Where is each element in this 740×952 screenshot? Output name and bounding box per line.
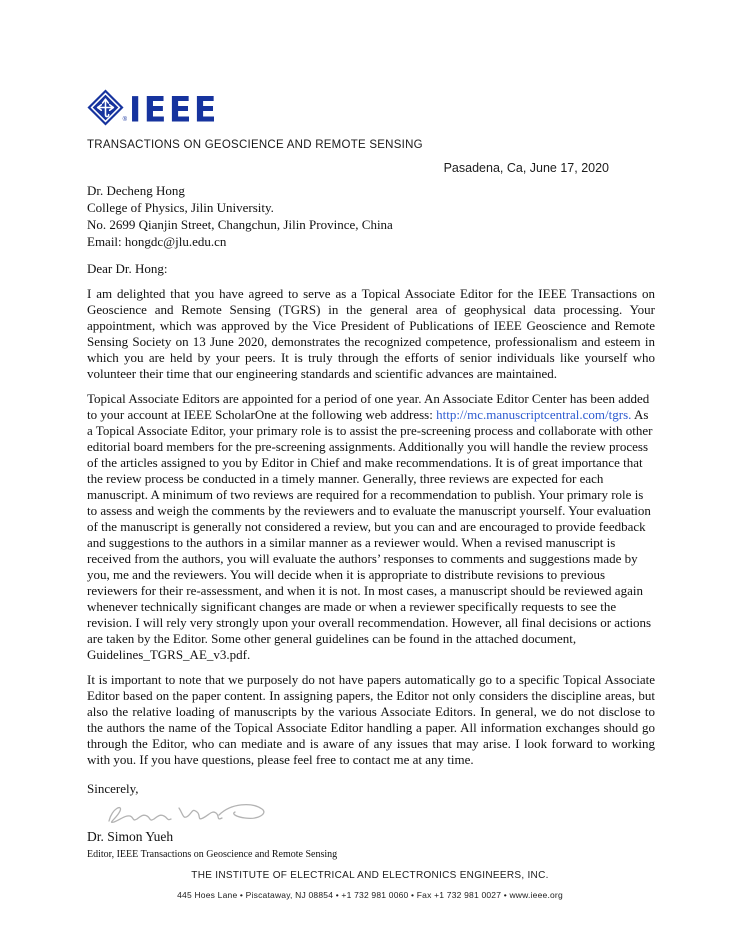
letterhead-footer (0, 868, 740, 903)
journal-title: TRANSACTIONS ON GEOSCIENCE AND REMOTE SENSING (87, 139, 423, 151)
closing: Sincerely, (87, 781, 139, 796)
recipient-name: Dr. Decheng Hong (87, 183, 185, 198)
paragraph-duties (87, 391, 655, 663)
paragraph-assignment-policy: It is important to note that we purposely do not have papers automatically go to a specific Topical Associate Editor based on the paper content. In assigning papers, the Editor not only considers the discipline areas, but also the relative loading of manuscripts by the various Associate Editors. In general, we do not disclose to the authors the name of the Topical Associate Editor handling a paper. All information exchanges should go through the Editor, who can mediate and is aware of any issues that may arise. I look forward to working with you. If you have questions, please feel free to contact me at any time. (87, 672, 655, 767)
handwritten-signature (99, 800, 274, 828)
registered-trademark-symbol: ® (122, 117, 127, 123)
recipient-email: Email: hongdc@jlu.edu.cn (87, 234, 227, 249)
paragraph-duties-after-link: As a Topical Associate Editor, your primary role is to assist the pre-screening process and collaborate with other editorial board members for the pre-screening assignments. Additionally you will handle the review process of the articles assigned to you by Editor in Chief and make recommendations. It is of great importance that the review process be conducted in a timely manner. Generally, three reviews are expected for each manuscript. A minimum of two reviews are required for a recommendation to publish. Your primary role is to assess and weigh the comments by the reviewers and to evaluate the manuscript yourself. Your evaluation of the manuscript is generally not considered a review, but you can and are encouraged to provide feedback and suggestions to the authors in a similar manner as a reviewer would. When a revised manuscript is received from the authors, you will evaluate the authors’ responses to comments and suggestions made by you, me and the reviewers. You will decide when it is appropriate to distribute revisions to previous reviewers for their re-assessment, and when it is not. In most cases, a manuscript should be reviewed again whenever technically significant changes are made or when a reviewer specifically requests to see the revision. I will rely very strongly upon your overall recommendation. However, all final decisions or actions are taken by the Editor. Some other general guidelines can be found in the attached document, Guidelines_TGRS_AE_v3.pdf. (87, 407, 653, 662)
footer-institute-name: THE INSTITUTE OF ELECTRICAL AND ELECTRONICS ENGINEERS, INC. (191, 870, 549, 881)
paragraph-duties-before-link: Topical Associate Editors are appointed for a period of one year. An Associate Editor Center has been added to your account at IEEE ScholarOne at the following web address: (87, 391, 650, 422)
signer-title: Editor, IEEE Transactions on Geoscience and Remote Sensing (87, 849, 338, 860)
recipient-department: College of Physics, Jilin University. (87, 200, 274, 215)
salutation: Dear Dr. Hong: (87, 261, 168, 276)
paragraph-appointment: I am delighted that you have agreed to serve as a Topical Associate Editor for the IEEE Transactions on Geoscience and Remote Sensing (TGRS) in the general area of geophysical data processing. Your appointment, which was approved by the Vice President of Publications of IEEE Geoscience and Remote Sensing Society on 13 June 2020, demonstrates the recognized competence, professionalism and esteem in which you are held by your peers. It is truly through the efforts of senior individuals like yourself who volunteer their time that our engineering standards and scientific advances are maintained. (87, 286, 655, 381)
ieee-wordmark: IEEE (129, 89, 219, 130)
dateline: Pasadena, Ca, June 17, 2020 (443, 161, 609, 175)
footer-contact-info: 445 Hoes Lane • Piscataway, NJ 08854 • +1 732 981 0060 • Fax +1 732 981 0027 • www.ieee.org (177, 890, 563, 900)
ieee-diamond-icon (87, 89, 127, 126)
ieee-logo (87, 88, 655, 130)
scholarone-link[interactable]: http://mc.manuscriptcentral.com/tgrs. (436, 407, 632, 422)
recipient-address-block (87, 182, 655, 250)
signer-name: Dr. Simon Yueh (87, 829, 174, 844)
recipient-street: No. 2699 Qianjin Street, Changchun, Jilin Province, China (87, 217, 393, 232)
